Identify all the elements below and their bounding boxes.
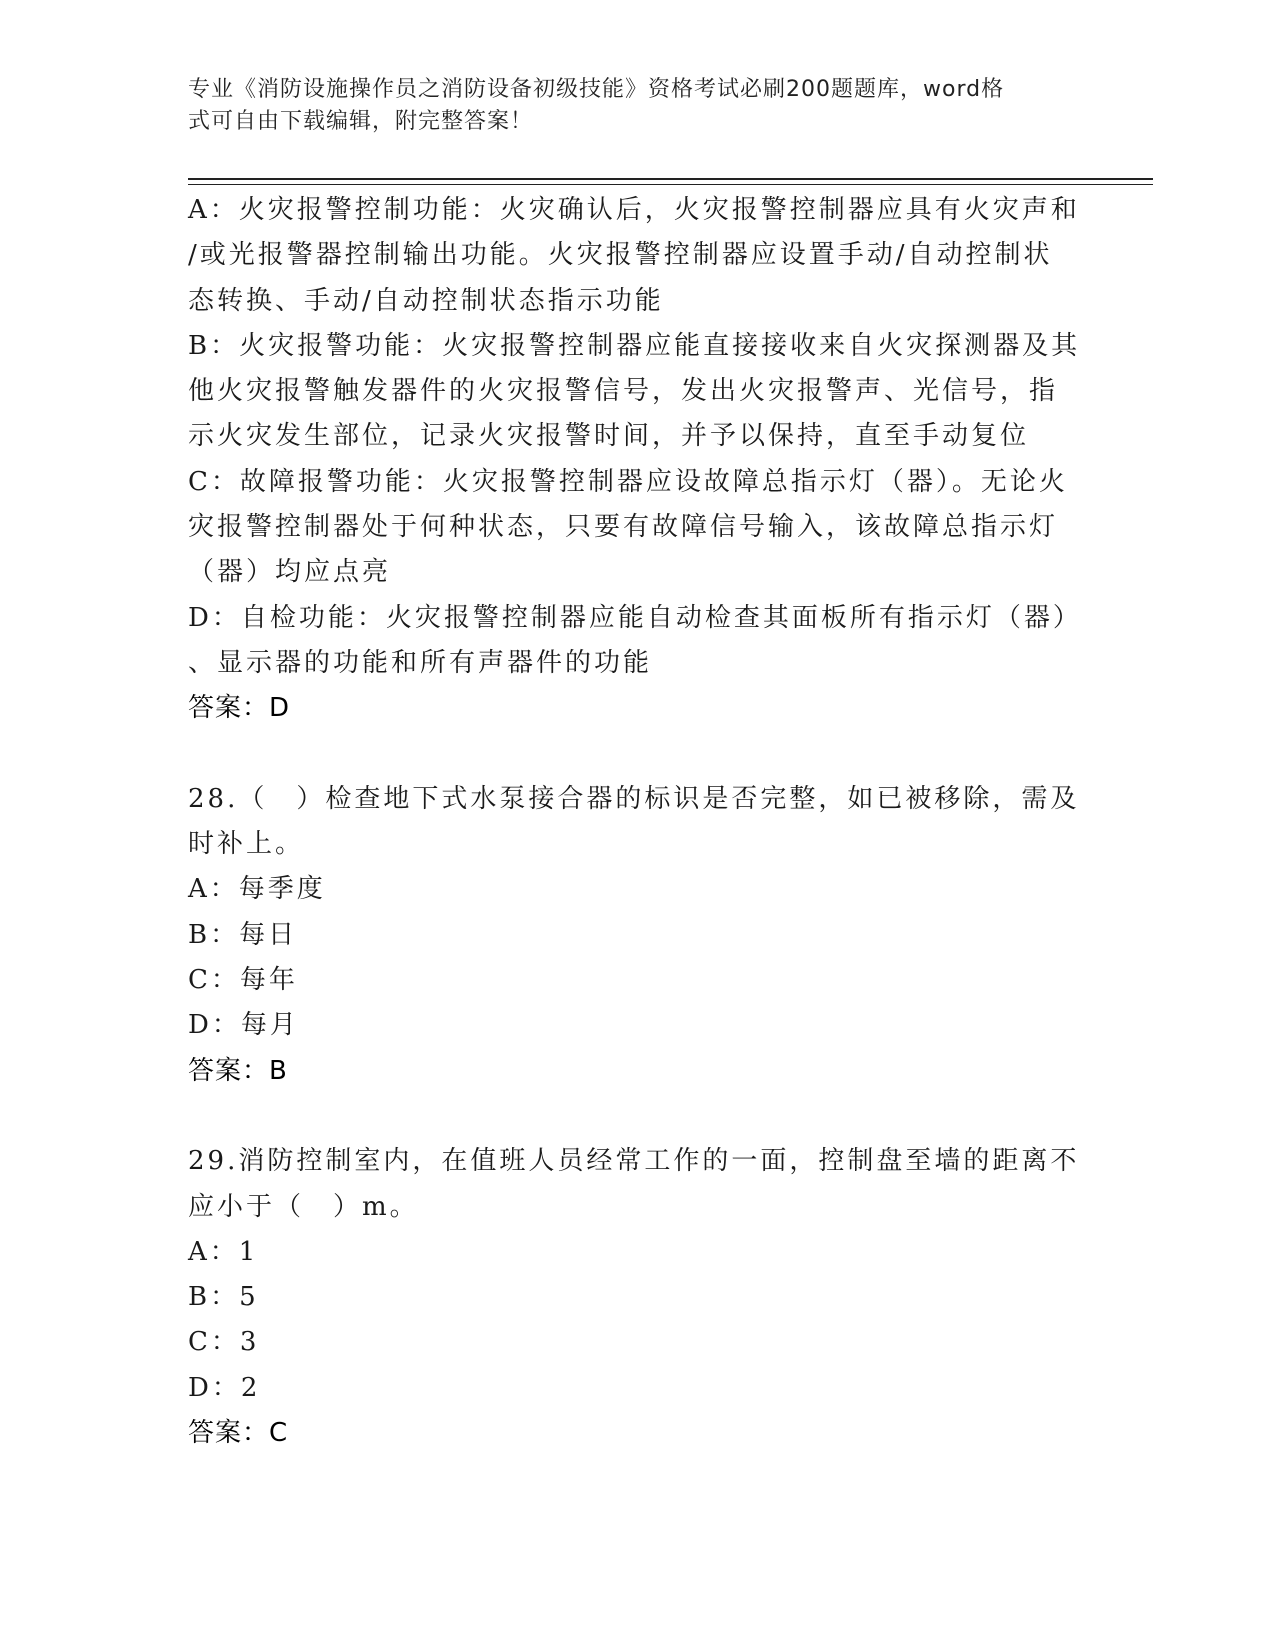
- spacer: [188, 732, 1078, 777]
- option-c: C：每年: [188, 965, 298, 996]
- option-a: A：每季度: [188, 874, 326, 905]
- header-line-2: 式可自由下载编辑，附完整答案！: [188, 109, 534, 134]
- option-c: [188, 460, 1078, 596]
- option-a-line-1: A：火灾报警控制功能：火灾确认后，火灾报警控制器应具有火灾声和: [188, 195, 1080, 225]
- question-28: [188, 777, 1078, 1094]
- option-d: D：每月: [188, 1010, 299, 1041]
- question-29-stem-line-1: 29.消防控制室内，在值班人员经常工作的一面，控制盘至墙的距离不: [188, 1146, 1080, 1177]
- option-b: [188, 324, 1081, 460]
- option-b: B：每日: [188, 919, 298, 950]
- option-a: [188, 188, 1078, 324]
- question-content: [188, 188, 1082, 1456]
- option-d-line-1: D：自检功能：火灾报警控制器应能自动检查其面板所有指示灯（器）: [188, 602, 1082, 633]
- question-28-stem-line-2: 时补上。: [188, 829, 305, 860]
- option-c-line-1: C：故障报警功能：火灾报警控制器应设故障总指示灯（器）。无论火: [188, 466, 1068, 497]
- option-c-line-3: （器）均应点亮: [188, 557, 392, 588]
- answer-29: 答案：C: [188, 1418, 289, 1449]
- option-d: D：2: [188, 1372, 261, 1403]
- option-b-line-1: B：火灾报警功能：火灾报警控制器应能直接接收来自火灾探测器及其: [188, 330, 1081, 361]
- option-a: A：1: [188, 1236, 259, 1267]
- option-c: C：3: [188, 1327, 260, 1358]
- question-27: [188, 188, 1082, 732]
- header-rule-thin: [188, 184, 1153, 185]
- option-d: [188, 596, 1082, 687]
- answer-27: 答案：D: [188, 693, 291, 724]
- header-rule-thick: [188, 178, 1153, 180]
- question-29: [188, 1139, 1078, 1456]
- option-b-line-2: 他火灾报警触发器件的火灾报警信号，发出火灾报警声、光信号，指: [188, 376, 1059, 407]
- spacer: [188, 1094, 1078, 1139]
- document-header: [188, 74, 1078, 138]
- option-c-line-2: 灾报警控制器处于何种状态，只要有故障信号输入，该故障总指示灯: [188, 512, 1059, 543]
- answer-28: 答案：B: [188, 1055, 288, 1086]
- option-a-line-3: 态转换、手动/自动控制状态指示功能: [188, 285, 664, 316]
- header-line-1: 专业《消防设施操作员之消防设备初级技能》资格考试必刷200题题库，word格: [188, 77, 1005, 102]
- option-b-line-3: 示火灾发生部位，记录火灾报警时间，并予以保持，直至手动复位: [188, 421, 1030, 452]
- question-29-stem-line-2: 应小于（ ）m。: [188, 1191, 419, 1222]
- option-b: B：5: [188, 1282, 259, 1313]
- question-28-stem-line-1: 28.（ ）检查地下式水泵接合器的标识是否完整，如已被移除，需及: [188, 783, 1080, 814]
- option-d-line-2: 、显示器的功能和所有声器件的功能: [188, 647, 653, 678]
- option-a-line-2: /或光报警器控制输出功能。火灾报警控制器应设置手动/自动控制状: [188, 240, 1053, 271]
